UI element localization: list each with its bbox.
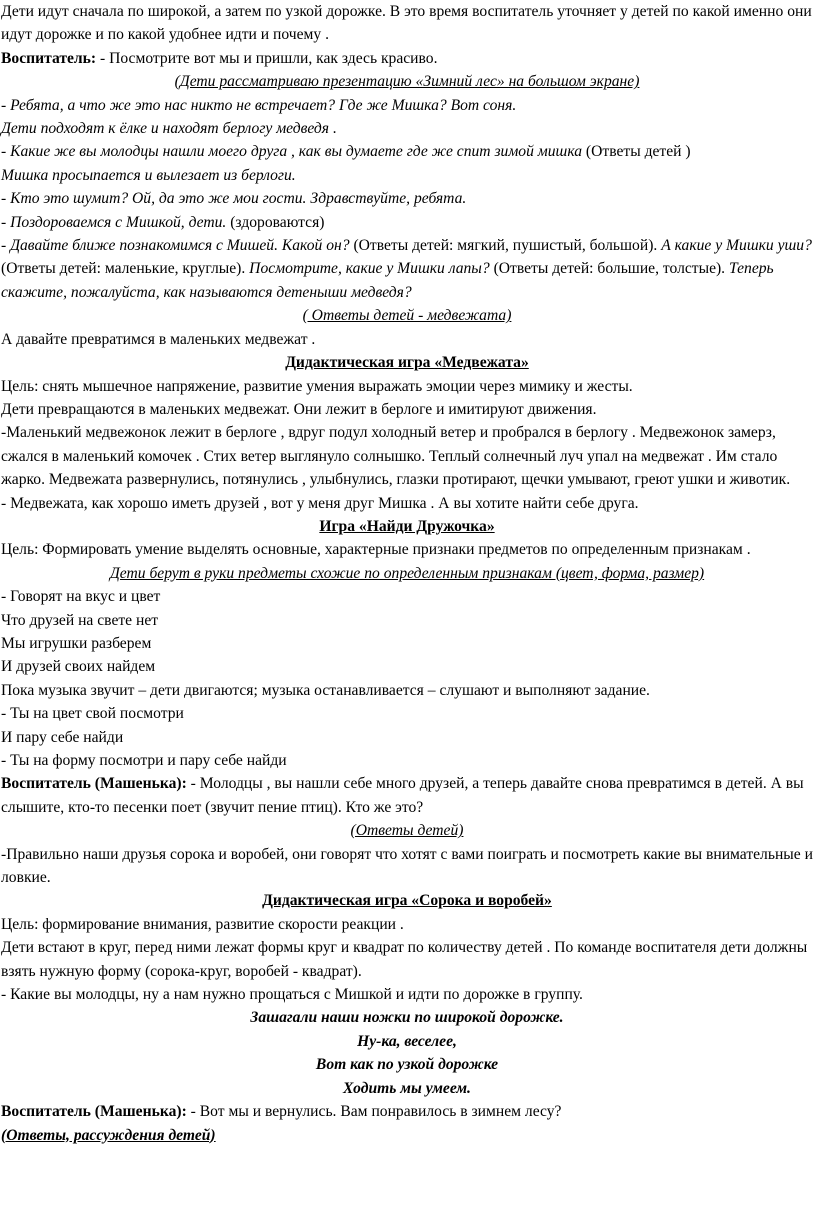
paragraph-intro: Дети идут сначала по широкой, а затем по узкой дорожке. В это время воспитатель уточняет у детей по какой именно они идут дорожке и по какой удобнее идти и почему .	[1, 3, 812, 44]
speech-text: Посмотрите, какие у Мишки лапы?	[245, 260, 490, 278]
answer-note: (Ответы детей )	[582, 143, 691, 161]
stage-direction-answers-bears: ( Ответы детей - медвежата)	[302, 307, 512, 325]
paragraph-no-one-meets: - Ребята, а что же это нас никто не встречает? Где же Мишка? Вот соня.	[1, 96, 517, 114]
heading-game-find-friend: Игра «Найди Дружочка»	[319, 517, 495, 535]
paragraph-greet	[1, 211, 813, 234]
paragraph-goal-2: Цель: Формировать умение выделять основные, характерные признаки предметов по определенным признакам .	[1, 541, 751, 559]
speech-text: - Молодцы , вы нашли себе много друзей, а теперь давайте снова превратимся в детей. А вы слышите, кто-то песенки поет (звучит пение птиц). Кто же это?	[1, 775, 804, 816]
stage-direction-take-objects: Дети берут в руки предметы схожие по определенным признакам (цвет, форма, размер)	[109, 564, 705, 582]
answer-note: (Ответы детей: мягкий, пушистый, большой).	[349, 237, 658, 255]
speaker-label: Воспитатель:	[1, 49, 97, 67]
speech-text: - Вот мы и вернулись. Вам понравилось в зимнем лесу?	[186, 1103, 562, 1121]
poem-line: Вот как по узкой дорожке	[315, 1056, 499, 1074]
poem-line: Зашагали наши ножки по широкой дорожке.	[250, 1009, 564, 1027]
paragraph-teacher-birds	[1, 772, 813, 819]
paragraph-goodbye: - Какие вы молодцы, ну а нам нужно прощаться с Мишкой и идти по дорожке в группу.	[1, 986, 583, 1004]
poem-line: - Говорят на вкус и цвет	[1, 588, 161, 606]
poem-line: - Ты на цвет свой посмотри	[1, 705, 184, 723]
speech-text: - Поздороваемся с Мишкой, дети.	[1, 213, 227, 231]
answer-note: (Ответы детей: маленькие, круглые).	[1, 260, 246, 278]
paragraph-friends: - Медвежата, как хорошо иметь друзей , вот у меня друг Мишка . А вы хотите найти себе друга.	[1, 494, 639, 512]
paragraph-where-sleeps	[1, 140, 813, 163]
answer-note: (Ответы детей: большие, толстые).	[489, 260, 726, 278]
speaker-label: Воспитатель (Машенька):	[1, 1103, 187, 1121]
poem-line: Ходить мы умеем.	[343, 1079, 471, 1097]
poem-line: И пару себе найди	[1, 728, 124, 746]
paragraph-circle-rule: Дети встают в круг, перед ними лежат формы круг и квадрат по количеству детей . По команде воспитателя дети должны взять нужную форму (сорока-круг, воробей - квадрат).	[1, 939, 808, 980]
poem-line: Что друзей на свете нет	[1, 611, 159, 629]
paragraph-music-rule: Пока музыка звучит – дети двигаются; музыка останавливается – слушают и выполняют задание.	[1, 681, 650, 699]
paragraph-who-noises: - Кто это шумит? Ой, да это же мои гости. Здравствуйте, ребята.	[1, 190, 467, 208]
paragraph-bear-story: -Маленький медвежонок лежит в берлоге , вдруг подул холодный ветер и пробрался в берлогу . Медвежонок замерз, сжался в маленький комочек . Стих ветер выглянуло солнышко. Теплый солнечный луч упал на медвежат . Им стало жарко. Медвежата развернулись, потянулись , улыбнулись, глазки протирают, щечки умывают, греют ушки и животик.	[1, 424, 791, 489]
paragraph-turn-into-bears: А давайте превратимся в маленьких медвежат .	[1, 330, 316, 348]
paragraph-teacher-arrival	[1, 47, 813, 70]
heading-game-bears: Дидактическая игра «Медвежата»	[285, 354, 529, 372]
speech-text: - Какие же вы молодцы нашли моего друга , как вы думаете где же спит зимой мишка	[1, 143, 583, 161]
speech-text: А какие у Мишки уши?	[657, 237, 812, 255]
paragraph-bear-wakes: Мишка просыпается и вылезает из берлоги.	[1, 166, 296, 184]
paragraph-find-den: Дети подходят к ёлке и находят берлогу медведя .	[1, 120, 337, 138]
paragraph-get-acquainted	[1, 234, 813, 304]
heading-game-magpie: Дидактическая игра «Сорока и воробей»	[262, 892, 552, 910]
stage-direction-reflection: (Ответы, рассуждения детей)	[1, 1126, 216, 1144]
speech-text: - Давайте ближе познакомимся с Мишей. Какой он?	[1, 237, 350, 255]
poem-line: Мы игрушки разберем	[1, 634, 152, 652]
paragraph-children-turn: Дети превращаются в маленьких медвежат. Они лежит в берлоге и имитируют движения.	[1, 400, 597, 418]
paragraph-goal-3: Цель: формирование внимания, развитие скорости реакции .	[1, 915, 404, 933]
speaker-label: Воспитатель (Машенька):	[1, 775, 187, 793]
poem-line: И друзей своих найдем	[1, 658, 156, 676]
stage-direction-presentation: (Дети рассматриваю презентацию «Зимний лес» на большом экране)	[174, 73, 640, 91]
paragraph-teacher-return	[1, 1100, 813, 1123]
speech-text: Теперь скажите, пожалуйста, как называются детеныши медведя?	[1, 260, 774, 301]
paragraph-goal-1: Цель: снять мышечное напряжение, развитие умения выражать эмоции через мимику и жесты.	[1, 377, 633, 395]
poem-line: Ну-ка, веселее,	[357, 1032, 457, 1050]
stage-direction-answers: (Ответы детей)	[350, 822, 464, 840]
paragraph-magpie-sparrow: -Правильно наши друзья сорока и воробей, они говорят что хотят с вами поиграть и посмотреть какие вы внимательные и ловкие.	[1, 845, 813, 887]
speech-text: - Посмотрите вот мы и пришли, как здесь красиво.	[96, 49, 438, 67]
answer-note: (здороваются)	[226, 213, 325, 231]
poem-line: - Ты на форму посмотри и пару себе найди	[1, 752, 287, 769]
